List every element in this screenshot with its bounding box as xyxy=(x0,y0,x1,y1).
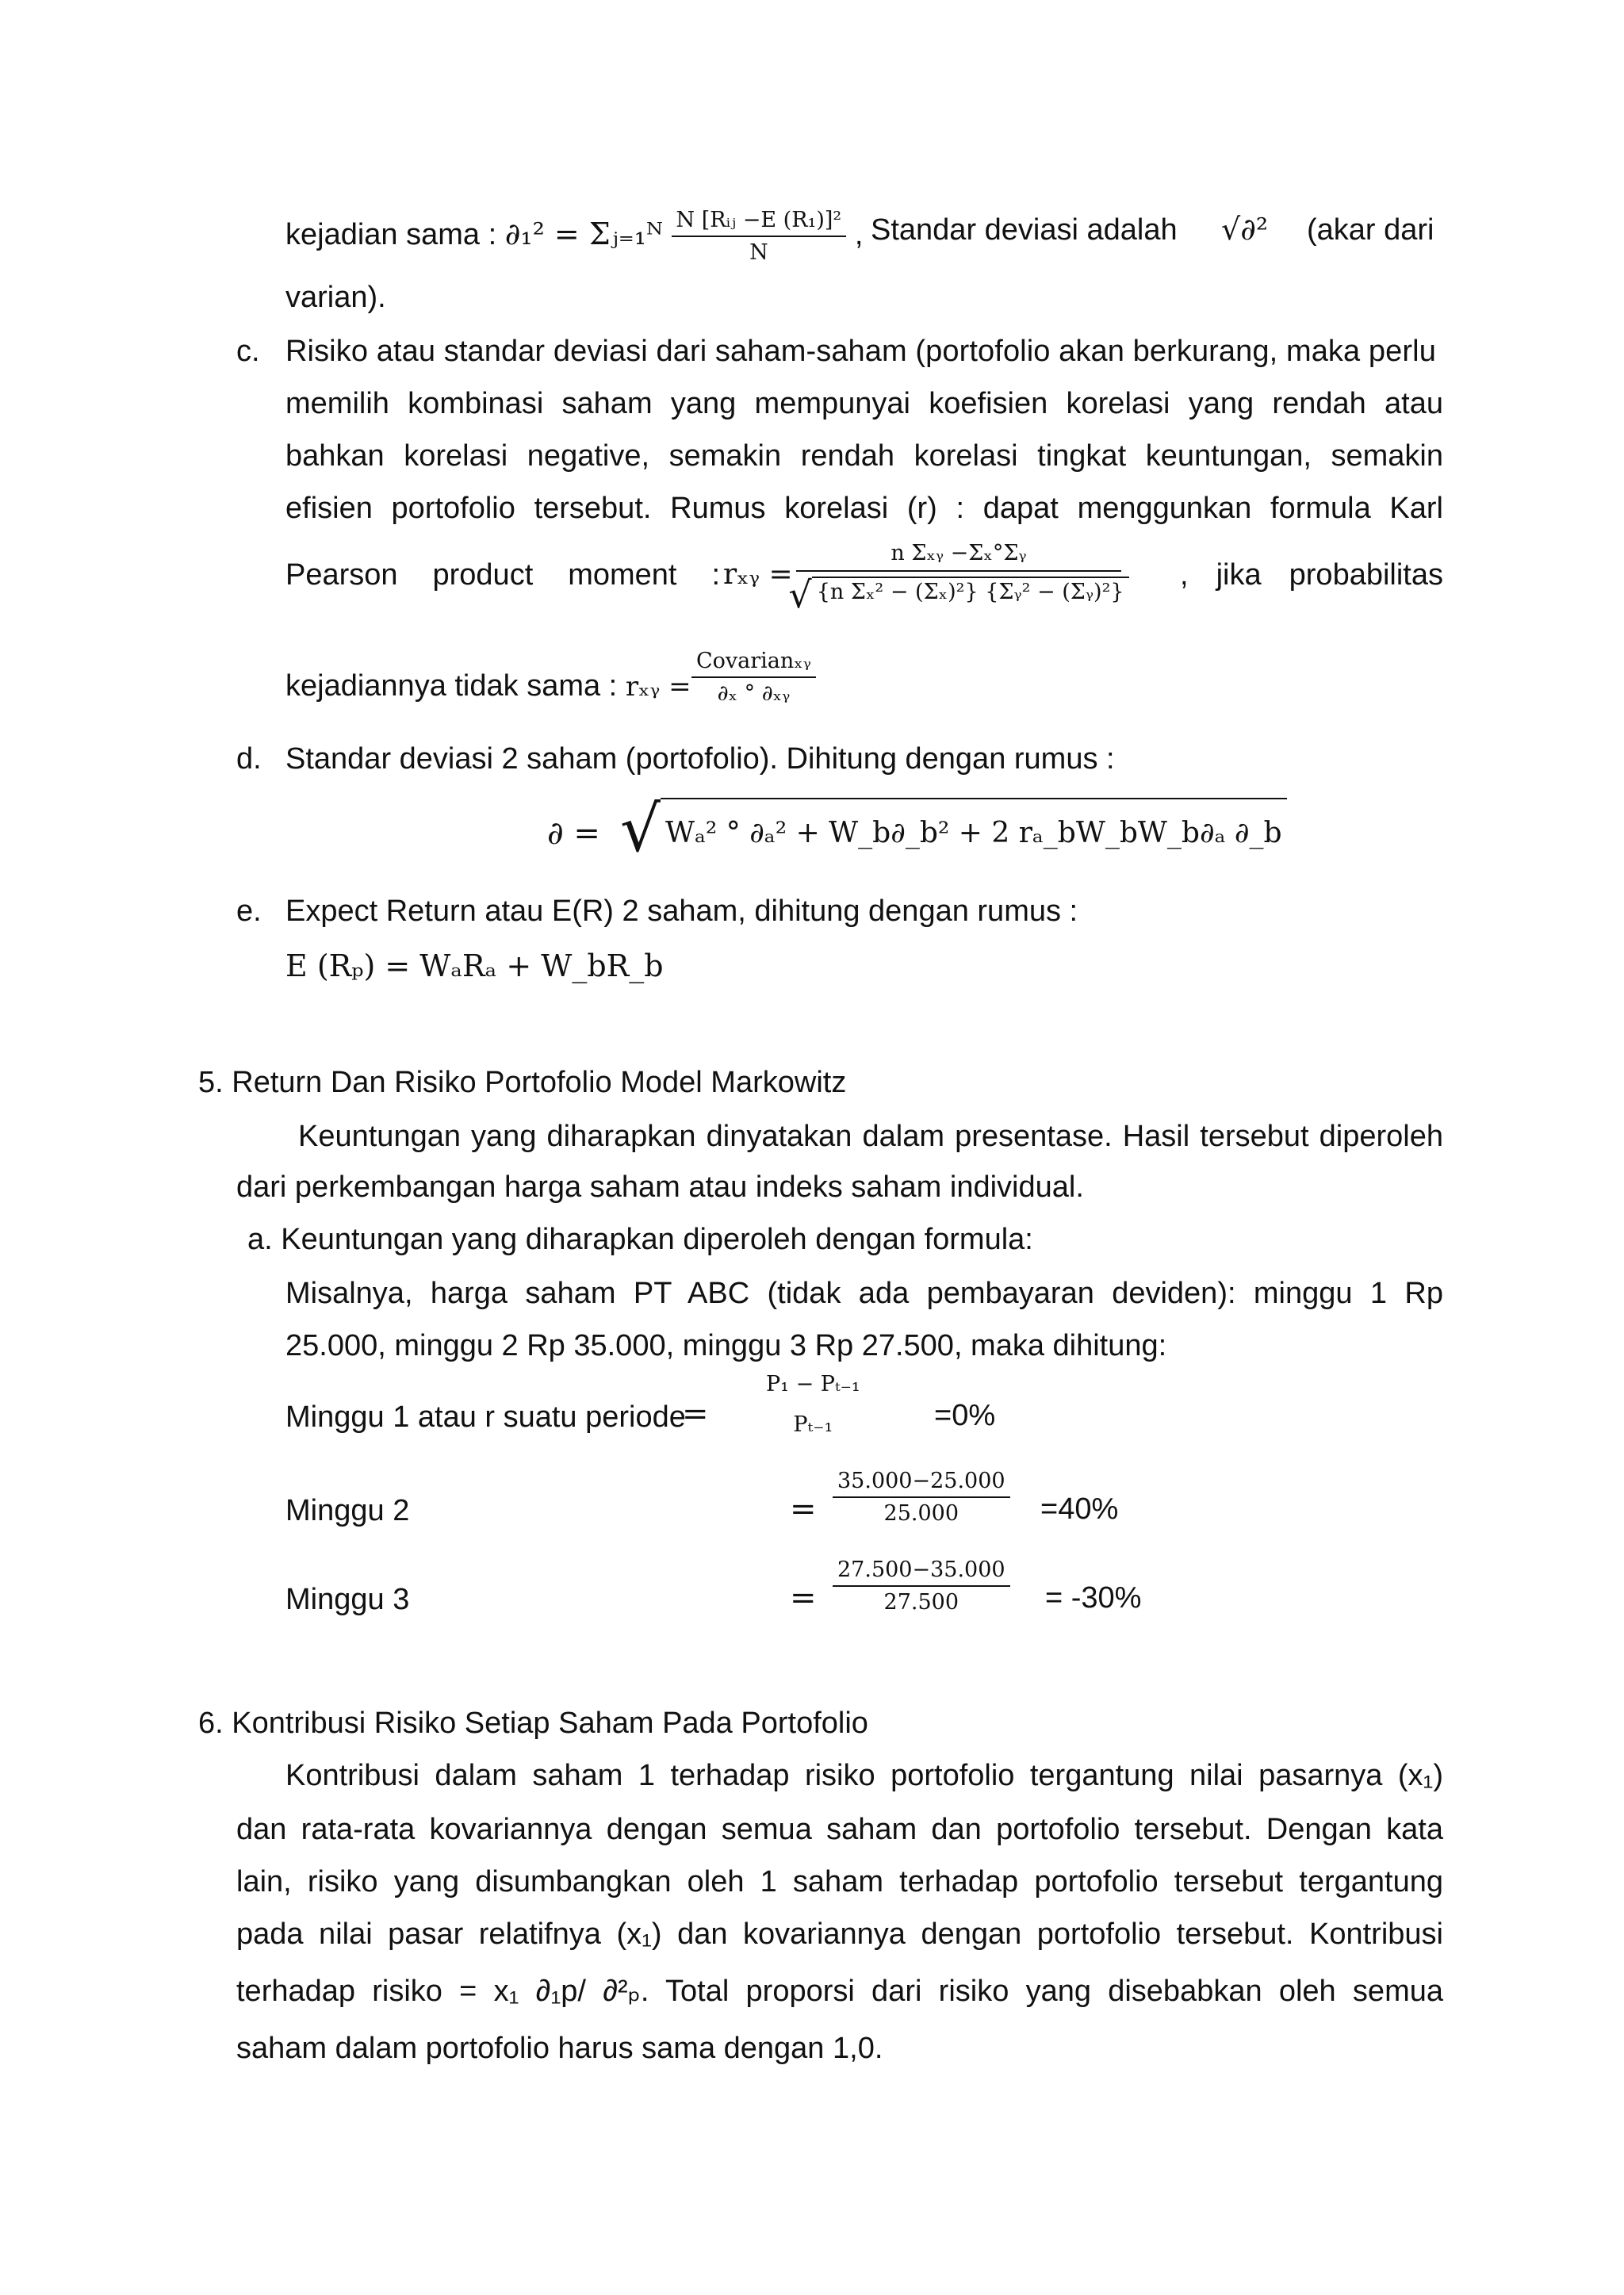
week2-label: Minggu 2 xyxy=(285,1494,410,1527)
e-text: Expect Return atau E(R) 2 saham, dihitung dengan rumus : xyxy=(285,895,1078,928)
sec5-paragraph-line-2: dari perkembangan harga saham atau indeks saham individual. xyxy=(236,1170,1084,1204)
c-covariance-denominator: ∂ₓ ° ∂ₓᵧ xyxy=(717,681,791,707)
week1-label: Minggu 1 atau r suatu periode xyxy=(285,1400,686,1434)
week1-fraction xyxy=(761,1372,865,1437)
week2-fraction xyxy=(833,1469,1010,1526)
week3-equals: = xyxy=(790,1580,817,1616)
b-kejadian-text: kejadian sama : xyxy=(285,218,497,252)
sec6-line-5: terhadap risiko = x₁ ∂₁p/ ∂²ₚ. Total proporsi dari risiko yang disebabkan oleh semua xyxy=(236,1975,1443,2008)
b-variance-fraction xyxy=(672,208,847,265)
c-line-3: bahkan korelasi negative, semakin rendah korelasi tingkat keuntungan, semakin xyxy=(285,439,1443,473)
week2-equals: = xyxy=(790,1491,817,1527)
d-formula-body: Wₐ² ° ∂ₐ² + W_b∂_b² + 2 rₐ_bW_bW_b∂ₐ ∂_b xyxy=(661,798,1287,849)
c-covariance-fraction xyxy=(691,649,816,706)
week1-numerator: P₁ − Pₜ₋₁ xyxy=(766,1372,860,1397)
c-correlation-denominator xyxy=(788,573,1124,616)
b-std-text: Standar deviasi adalah xyxy=(871,213,1178,247)
week1-denominator: Pₜ₋₁ xyxy=(793,1412,833,1438)
c-correlation-fraction xyxy=(788,541,1124,616)
b-varian-line: varian). xyxy=(285,281,386,314)
week2-result: =40% xyxy=(1040,1492,1119,1526)
b-variance-lhs: ∂₁² = Σⱼ₌₁ᴺ xyxy=(504,216,663,252)
week3-denominator: 27.500 xyxy=(883,1590,959,1615)
b-kejadian-line xyxy=(285,208,1443,265)
d-formula-radical xyxy=(620,791,1287,868)
week2-numerator: 35.000−25.000 xyxy=(833,1469,1010,1498)
d-marker: d. xyxy=(236,742,262,776)
c-rxy2-symbol: rₓᵧ = xyxy=(625,671,691,703)
week3-numerator: 27.500−35.000 xyxy=(833,1557,1010,1587)
c-marker: c. xyxy=(236,335,260,368)
sec6-line-6: saham dalam portofolio harus sama dengan 1,0. xyxy=(236,2032,883,2065)
c-line-1 xyxy=(285,333,1443,370)
e-formula: E (Rₚ) = WₐRₐ + W_bR_b xyxy=(285,948,664,983)
e-marker: e. xyxy=(236,895,262,928)
c-kejadiannya-line xyxy=(285,668,691,705)
b-variance-denominator: N xyxy=(749,240,768,266)
c-line-4: efisien portofolio tersebut. Rumus korelasi (r) : dapat menggunkan formula Karl xyxy=(285,492,1443,525)
sec6-heading: 6. Kontribusi Risiko Setiap Saham Pada Portofolio xyxy=(198,1707,868,1740)
b-variance-numerator: N [Rᵢⱼ −E (R₁)]² xyxy=(672,208,847,237)
sec5-paragraph-line-1: Keuntungan yang diharapkan dinyatakan dalam presentase. Hasil tersebut diperoleh xyxy=(298,1120,1443,1153)
c-pearson-label: Pearson product moment : xyxy=(285,558,720,592)
c-sqrt-radical: √ xyxy=(788,573,812,616)
week3-result: = -30% xyxy=(1045,1581,1142,1615)
sec5-heading: 5. Return Dan Risiko Portofolio Model Markowitz xyxy=(198,1066,847,1099)
d-formula-lhs: ∂ = xyxy=(547,815,600,852)
sec5-example-line-1: Misalnya, harga saham PT ABC (tidak ada pembayaran deviden): minggu 1 Rp xyxy=(285,1277,1443,1310)
sec6-line-2: dan rata-rata kovariannya dengan semua saham dan portofolio tersebut. Dengan kata xyxy=(236,1813,1443,1846)
c-line-1-text: Risiko atau standar deviasi dari saham-saham (portofolio akan berkurang, maka perlu xyxy=(285,335,1436,368)
d-text: Standar deviasi 2 saham (portofolio). Dihitung dengan rumus : xyxy=(285,742,1115,776)
sec6-line-3: lain, risiko yang disumbangkan oleh 1 saham terhadap portofolio tersebut tergantung xyxy=(236,1865,1443,1898)
b-comma: , xyxy=(854,218,864,252)
week1-equals: = xyxy=(682,1396,709,1432)
c-kejadiannya-text: kejadiannya tidak sama : xyxy=(285,669,618,703)
sec5-a-line: a. Keuntungan yang diharapkan diperoleh dengan formula: xyxy=(247,1223,1033,1256)
week2-denominator: 25.000 xyxy=(883,1501,959,1527)
d-sqrt-radical: √ xyxy=(620,792,661,866)
week1-result: =0% xyxy=(934,1399,996,1432)
week3-label: Minggu 3 xyxy=(285,1583,410,1616)
sec5-example-line-2: 25.000, minggu 2 Rp 35.000, minggu 3 Rp 27.500, maka dihitung: xyxy=(285,1329,1167,1362)
week3-fraction xyxy=(833,1557,1010,1615)
sec6-line-1: Kontribusi dalam saham 1 terhadap risiko portofolio tergantung nilai pasarnya (x₁) xyxy=(285,1759,1443,1792)
c-rxy-symbol: rₓᵧ = xyxy=(723,558,793,591)
c-jika-text: , jika probabilitas xyxy=(1180,558,1443,592)
b-akar-text: (akar dari xyxy=(1307,213,1434,247)
c-correlation-numerator: n Σₓᵧ −Σₓ°Σᵧ xyxy=(796,541,1121,572)
c-covariance-numerator: Covarianₓᵧ xyxy=(691,649,816,678)
c-correlation-denominator-text: {n Σₓ² − (Σₓ)²} {Σᵧ² − (Σᵧ)²} xyxy=(812,577,1129,604)
c-line-2: memilih kombinasi saham yang mempunyai koefisien korelasi yang rendah atau xyxy=(285,387,1443,420)
b-sqrt-symbol: √∂² xyxy=(1221,212,1269,247)
sec6-line-4: pada nilai pasar relatifnya (x₁) dan kovariannya dengan portofolio tersebut. Kontribusi xyxy=(236,1918,1443,1951)
